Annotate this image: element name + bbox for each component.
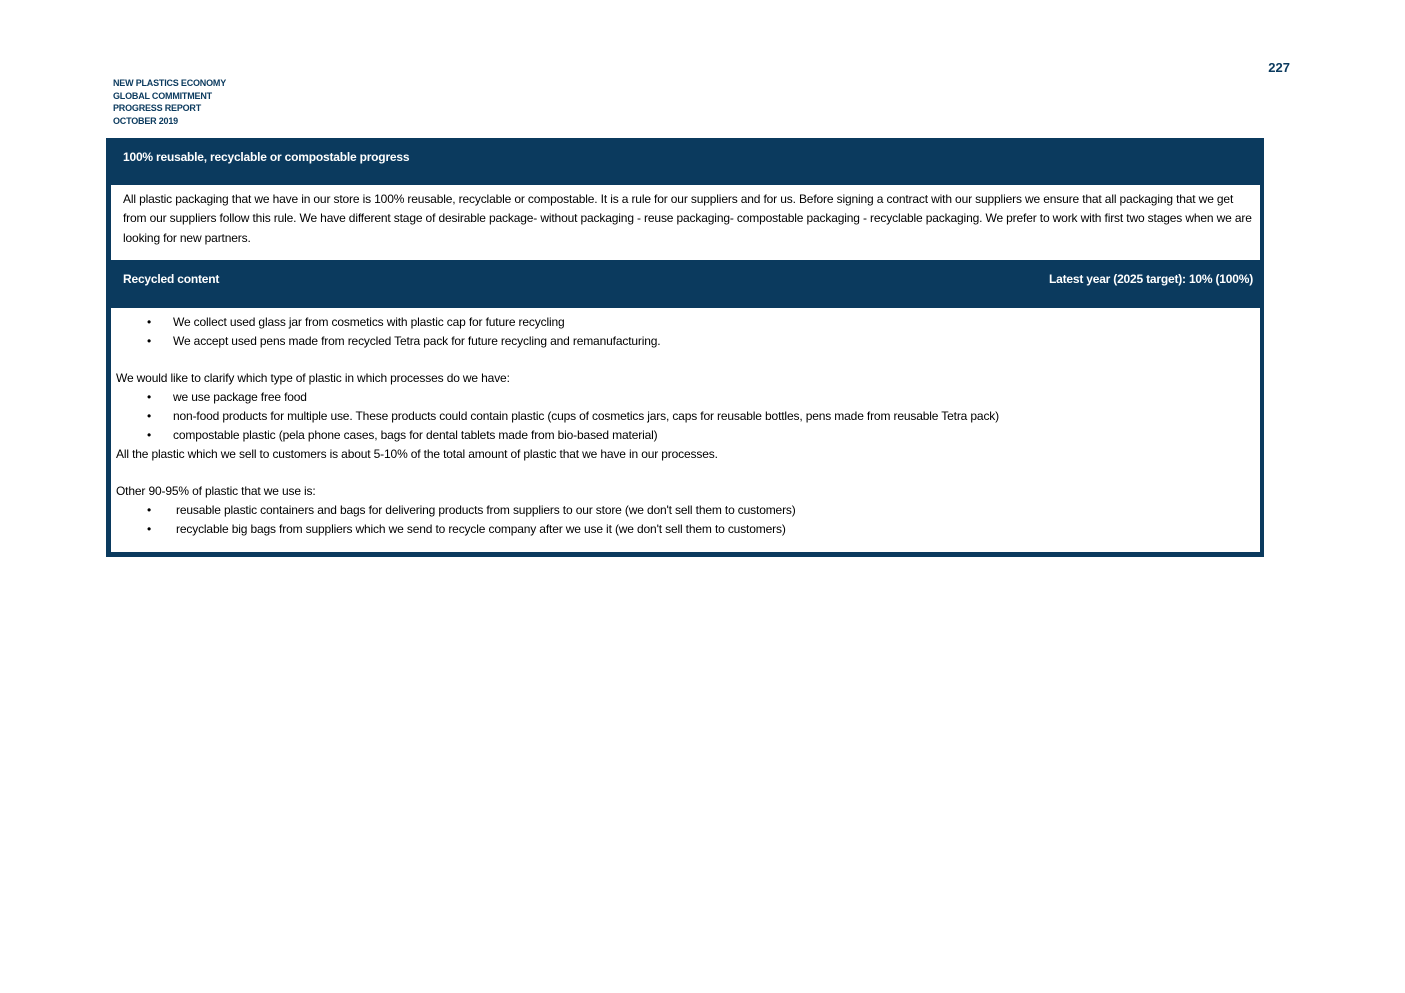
report-header-line: NEW PLASTICS ECONOMY — [113, 78, 227, 88]
content-panel — [106, 138, 1264, 557]
section-body-reusable — [111, 185, 1260, 260]
list-item — [116, 520, 1252, 539]
list-item — [116, 388, 1252, 407]
body-text: All plastic packaging that we have in our store is 100% reusable, recyclable or compostable. It is a rule for our suppliers and for us. Before signing a contract with our suppliers we ensure that all packaging that we get from our suppliers follow this rule. We have different stage of desirable package- without packaging - reuse packaging- compostable packaging - recyclable packaging. We prefer to work with first two stages when we are looking for new partners. — [123, 192, 1252, 245]
report-header — [113, 77, 226, 127]
list-item — [116, 501, 1252, 520]
bullet-icon: • — [147, 390, 152, 405]
bullet-list — [116, 501, 1252, 539]
section-header-recycled — [106, 261, 1264, 307]
paragraph: We would like to clarify which type of plastic in which processes do we have: — [116, 371, 510, 386]
section-header-reusable — [106, 138, 1264, 184]
bullet-list — [116, 313, 1252, 351]
list-item-text: compostable plastic (pela phone cases, bags for dental tablets made from bio-based material) — [173, 427, 658, 442]
paragraph: All the plastic which we sell to customers is about 5-10% of the total amount of plastic that we have in our processes. — [116, 446, 718, 461]
section-title: Recycled content — [123, 272, 220, 286]
section-title: 100% reusable, recyclable or compostable progress — [123, 150, 410, 164]
list-item — [116, 426, 1252, 445]
list-item-text: recyclable big bags from suppliers which we send to recycle company after we use it (we don't sell them to customers) — [176, 521, 786, 536]
bullet-list — [116, 388, 1252, 444]
list-item-text: non-food products for multiple use. These products could contain plastic (cups of cosmetics jars, caps for reusable bottles, pens made from reusable Tetra pack) — [173, 408, 999, 423]
bullet-icon: • — [147, 408, 152, 423]
list-item — [116, 332, 1252, 351]
report-header-line: OCTOBER 2019 — [113, 115, 178, 126]
bullet-icon: • — [147, 427, 152, 442]
list-item-text: reusable plastic containers and bags for delivering products from suppliers to our store (we don't sell them to customers) — [176, 502, 796, 517]
section-body-recycled — [111, 308, 1260, 552]
bullet-icon: • — [147, 333, 152, 348]
page-number: 227 — [1268, 60, 1290, 75]
list-item-text: we use package free food — [173, 390, 307, 405]
list-item — [116, 313, 1252, 332]
list-item-text: We accept used pens made from recycled Tetra pack for future recycling and remanufacturing. — [173, 333, 661, 348]
bullet-icon: • — [147, 502, 152, 517]
list-item — [116, 407, 1252, 426]
paragraph: Other 90-95% of plastic that we use is: — [116, 484, 316, 499]
latest-year-target: Latest year (2025 target): 10% (100%) — [1048, 272, 1253, 286]
bullet-icon: • — [147, 521, 152, 536]
report-header-line: GLOBAL COMMITMENT — [113, 90, 212, 101]
list-item-text: We collect used glass jar from cosmetics with plastic cap for future recycling — [173, 315, 565, 329]
bullet-icon: • — [147, 315, 152, 329]
report-header-line: PROGRESS REPORT — [113, 103, 202, 113]
